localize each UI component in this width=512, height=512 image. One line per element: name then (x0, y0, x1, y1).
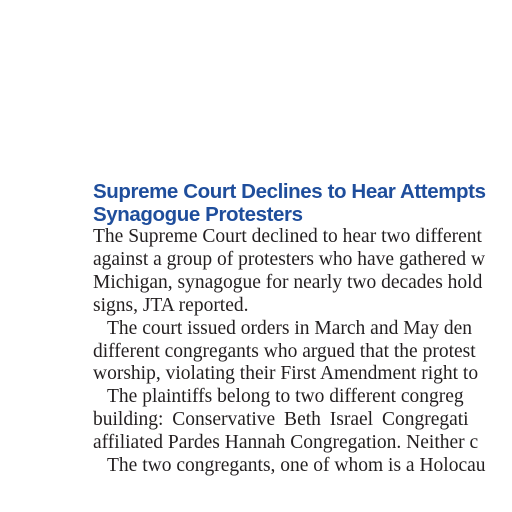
headline-line: Synagogue Protesters (93, 203, 303, 226)
article-paragraph (93, 386, 512, 455)
body-line: against a group of protesters who have gathered w (93, 248, 486, 270)
body-line: The plaintiffs belong to two different congreg (107, 386, 464, 408)
article-paragraph (93, 318, 512, 387)
headline-line: Supreme Court Declines to Hear Attempts (93, 180, 486, 203)
body-line: Michigan, synagogue for nearly two decades hold (93, 271, 483, 293)
body-line: The court issued orders in March and May den (107, 317, 472, 339)
body-line: The Supreme Court declined to hear two different (93, 226, 482, 247)
body-line: signs, JTA reported. (93, 294, 249, 316)
news-article (93, 180, 512, 478)
article-paragraph (93, 455, 512, 478)
article-paragraph (93, 226, 512, 318)
article-headline (93, 180, 512, 226)
body-line: affiliated Pardes Hannah Congregation. Neither c (93, 432, 479, 454)
body-line: different congregants who argued that the protest (93, 340, 476, 362)
body-line: building: Conservative Beth Israel Congregati (93, 409, 469, 431)
body-line: worship, violating their First Amendment right to (93, 363, 479, 385)
body-line: The two congregants, one of whom is a Holocau (107, 455, 486, 477)
